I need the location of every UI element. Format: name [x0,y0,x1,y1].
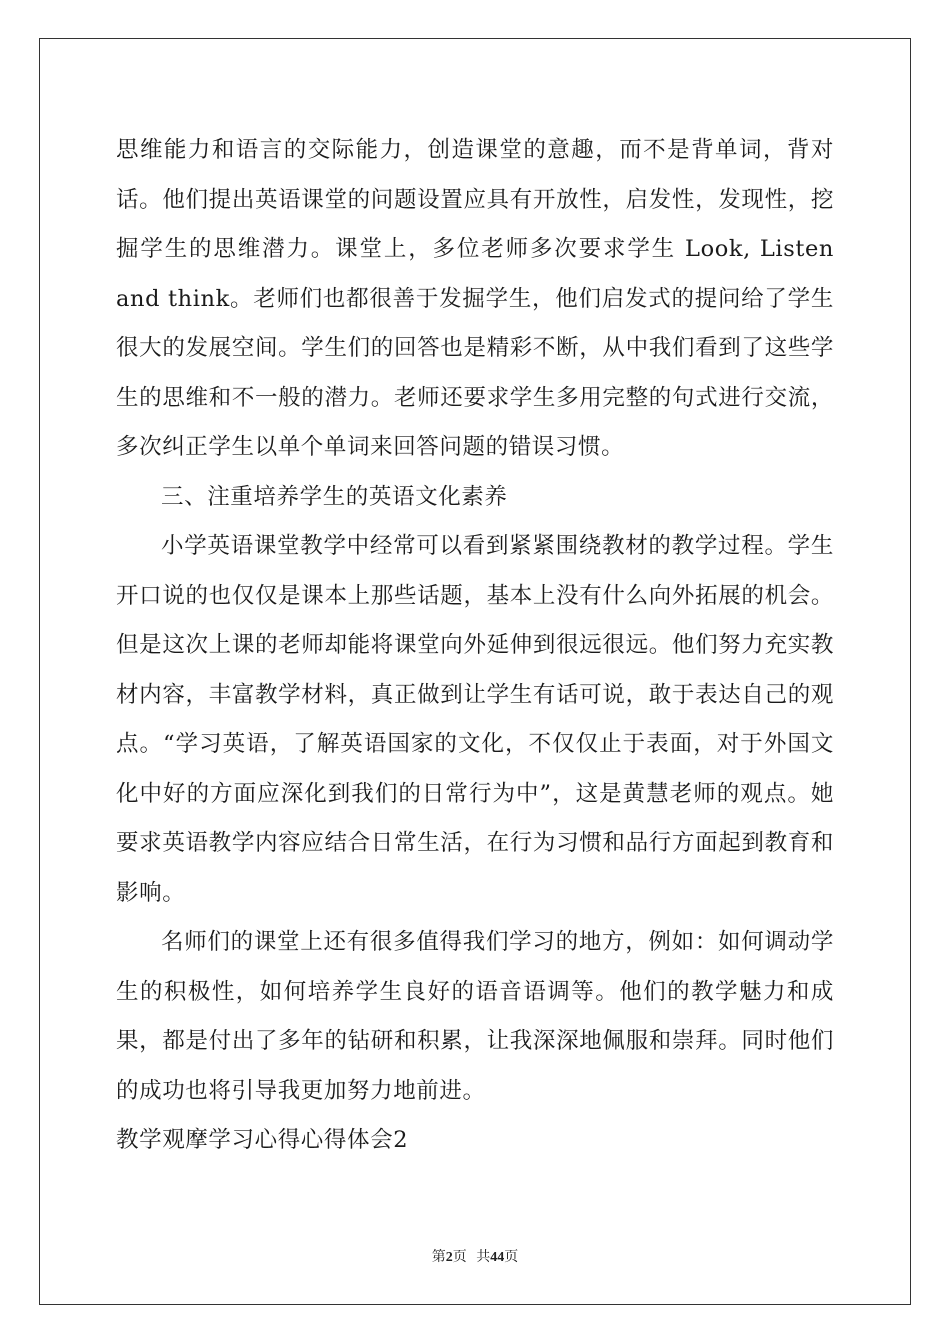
paragraph-2: 小学英语课堂教学中经常可以看到紧紧围绕教材的教学过程。学生开口说的也仅仅是课本上那些话题，基本上没有什么向外拓展的机会。但是这次上课的老师却能将课堂向外延伸到很远很远。他们努力充实教材内容，丰富教学材料，真正做到让学生有话可说，敢于表达自己的观点。“学习英语，了解英语国家的文化，不仅仅止于表面，对于外国文化中好的方面应深化到我们的日常行为中”，这是黄慧老师的观点。她要求英语教学内容应结合日常生活，在行为习惯和品行方面起到教育和影响。 [116,533,834,906]
document-body [116,126,834,1166]
total-pages: 44 [490,1250,505,1265]
section-heading: 三、注重培养学生的英语文化素养 [161,483,508,510]
total-label-suffix: 页 [504,1250,519,1265]
article-title: 教学观摩学习心得心得体会2 [116,1127,409,1153]
paragraph-1: 思维能力和语言的交际能力，创造课堂的意趣，而不是背单词，背对话。他们提出英语课堂的问题设置应具有开放性，启发性，发现性，挖掘学生的思维潜力。课堂上，多位老师多次要求学生 Look, Listen and think。老师们也都很善于发掘学生，他们启发式的提问给了学生很大的发展空间。学生们的回答也是精彩不断，从中我们看到了这些学生的思维和不一般的潜力。老师还要求学生多用完整的句式进行交流，多次纠正学生以单个单词来回答问题的错误习惯。 [116,137,834,460]
page-number: 2 [445,1250,453,1265]
page-footer [0,1246,950,1266]
paragraph-3: 名师们的课堂上还有很多值得我们学习的地方，例如：如何调动学生的积极性，如何培养学生良好的语音语调等。他们的教学魅力和成果，都是付出了多年的钻研和积累，让我深深地佩服和崇拜。同时他们的成功也将引导我更加努力地前进。 [116,929,834,1104]
total-label-prefix: 共 [476,1250,491,1265]
page-label-suffix: 页 [452,1250,467,1265]
page-label-prefix: 第 [431,1250,446,1265]
